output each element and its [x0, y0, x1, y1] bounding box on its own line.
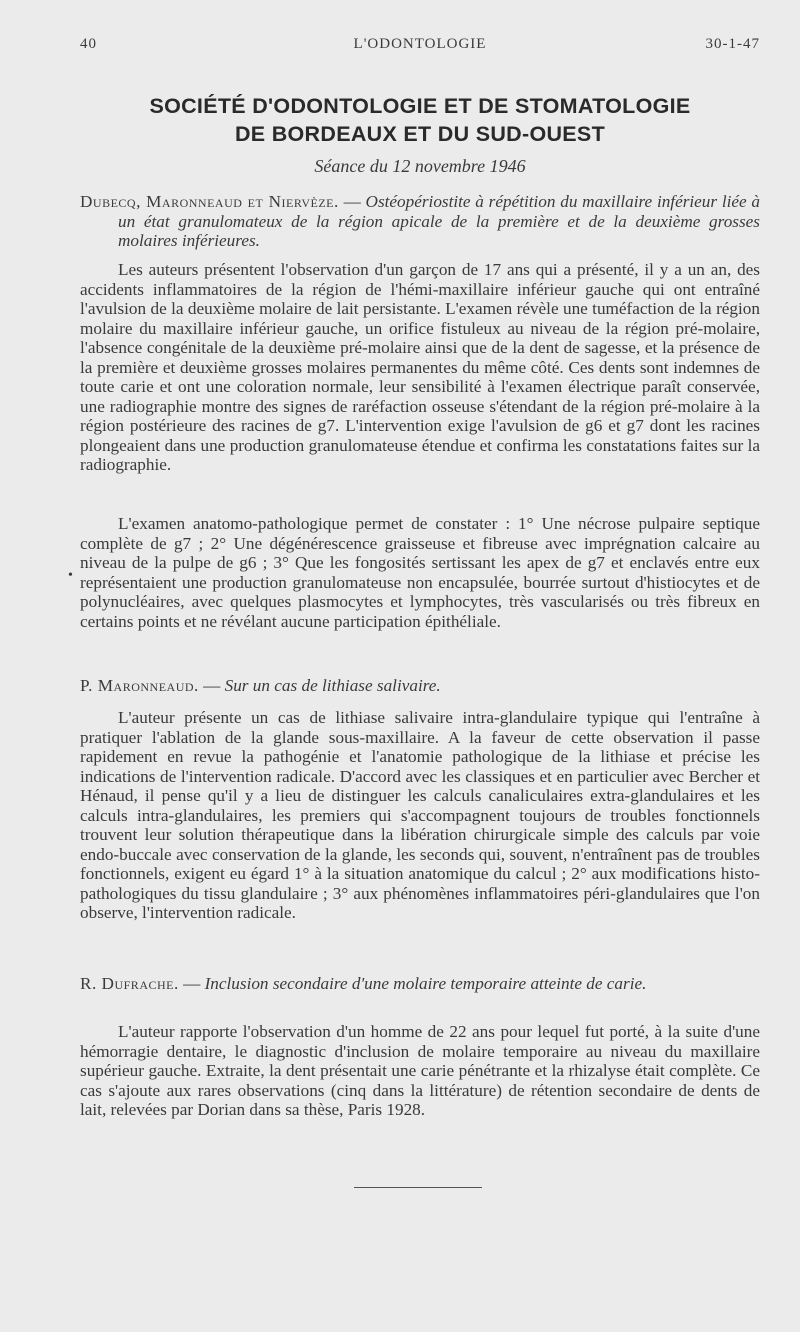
- session-date: Séance du 12 novembre 1946: [314, 156, 526, 176]
- heading-dash: —: [338, 192, 366, 211]
- communication-1-authors: Dubecq, Maronneaud et Niervèze.: [80, 192, 339, 211]
- communication-1-body-2: [80, 514, 760, 631]
- society-title: [80, 92, 760, 148]
- journal-title: L'ODONTOLOGIE: [353, 36, 487, 52]
- communication-2-body: [80, 708, 760, 923]
- issue-date: 30-1-47: [705, 36, 760, 52]
- margin-mark: •: [68, 568, 73, 583]
- communication-2-title: Sur un cas de lithiase salivaire.: [224, 676, 441, 695]
- communication-1: [80, 192, 760, 251]
- communication-2-paragraph-1: L'auteur présente un cas de lithiase salivaire intra-glandulaire typique qui l'entraîne à pratiquer l'ablation de la glande sous-maxillaire. A la faveur de cette observation il passe rapidement en revue la pathogénie et l'anatomie pathologique de la lithiase et précise les indications de l'intervention radicale. D'accord avec les classiques et en particulier avec Bercher et Hénaud, il pense qu'il y a lieu de distinguer les calculs canaliculaires extra-glandulaires et les calculs intra-glandulaires, les premiers qui s'accompagnent toujours de troubles fonctionnels trouvent leur solution thérapeutique dans la libération chirurgicale simple des calculs par voie endo-buccale avec conservation de la glande, les seconds qui, souvent, n'entraînent pas de troubles fonctionnels, exigent eu égard 1° à la situation anatomique du calcul ; 2° aux modifications histo-pathologiques du tissu glandulaire ; 3° aux phénomènes inflammatoires péri-glandulaires que l'on observe, l'intervention radicale.: [80, 708, 760, 922]
- communication-2-heading: [80, 676, 760, 696]
- heading-dash: —: [198, 676, 225, 695]
- communication-3-authors: R. Dufrache.: [80, 974, 179, 993]
- communication-3-paragraph-1: L'auteur rapporte l'observation d'un homme de 22 ans pour lequel fut porté, à la suite d'une hémorragie dentaire, le diagnostic d'inclusion de molaire temporaire au niveau du maxillaire supérieur gauche. Extraite, la dent présentait une carie pénétrante et la rhizalyse était complète. Ce cas s'ajoute aux rares observations (cinq dans la littérature) de rétention secondaire de dents de lait, relevées par Dorian dans sa thèse, Paris 1928.: [80, 1022, 760, 1119]
- society-title-line-2: DE BORDEAUX ET DU SUD-OUEST: [234, 122, 606, 146]
- communication-3-title: Inclusion secondaire d'une molaire temporaire atteinte de carie.: [204, 974, 647, 993]
- communication-1-paragraph-2: L'examen anatomo-pathologique permet de constater : 1° Une nécrose pulpaire septique complète de g7 ; 2° Une dégénérescence graisseuse et fibreuse avec imprégnation calcaire au niveau de la pulpe de g6 ; 3° Que les fongosités sertissant les apex de g7 et enclavés entre eux représentaient une production granulomateuse non encapsulée, bourrée surtout d'histiocytes et de polynucléaires, avec quelques plasmocytes et lymphocytes, très vascularisés ou très fibreux en certains points et ne révélant aucune participation épithéliale.: [80, 514, 760, 631]
- heading-dash: —: [178, 974, 205, 993]
- communication-1-paragraph-1: Les auteurs présentent l'observation d'un garçon de 17 ans qui a présenté, il y a un an, des accidents inflammatoires de la région de l'hémi-maxillaire inférieur gauche qui ont entraîné l'avulsion de la deuxième molaire de lait persistante. L'examen révèle une tuméfaction de la région molaire du maxillaire inférieur gauche, un orifice fistuleux au niveau de la région pré-molaire, l'absence congénitale de la deuxième pré-molaire ainsi que de la dent de sagesse, et la présence de la première et deuxième grosses molaires permanentes du même côté. Ces dents sont indemnes de toute carie et ont une coloration normale, leur sensibilité à l'examen électrique paraît conservée, une radiographie montre des signes de raréfaction osseuse s'étendant de la région pré-molaire à la région postérieure des racines de g7. L'intervention exige l'avulsion de g6 et g7 dont les racines plongeaient dans une production granulomateuse étendue et confirma les constatations faites sur la radiographie.: [80, 260, 760, 474]
- communication-1-heading: [80, 192, 760, 251]
- communication-3-heading: [80, 974, 760, 994]
- communication-2-authors: P. Maronneaud.: [80, 676, 199, 695]
- running-head: [80, 36, 760, 58]
- communication-2: [80, 676, 760, 696]
- society-title-line-1: SOCIÉTÉ D'ODONTOLOGIE ET DE STOMATOLOGIE: [149, 94, 691, 118]
- page-number: 40: [80, 36, 97, 52]
- section-end-rule: [354, 1187, 482, 1188]
- communication-3: [80, 974, 760, 994]
- communication-3-body: [80, 1022, 760, 1120]
- communication-1-body: [80, 260, 760, 475]
- communication-1-title: Ostéopériostite à répétition du maxillaire inférieur liée à un état granulomateux de la région apicale de la première et de la deuxième grosses molaires inférieures.: [118, 192, 760, 250]
